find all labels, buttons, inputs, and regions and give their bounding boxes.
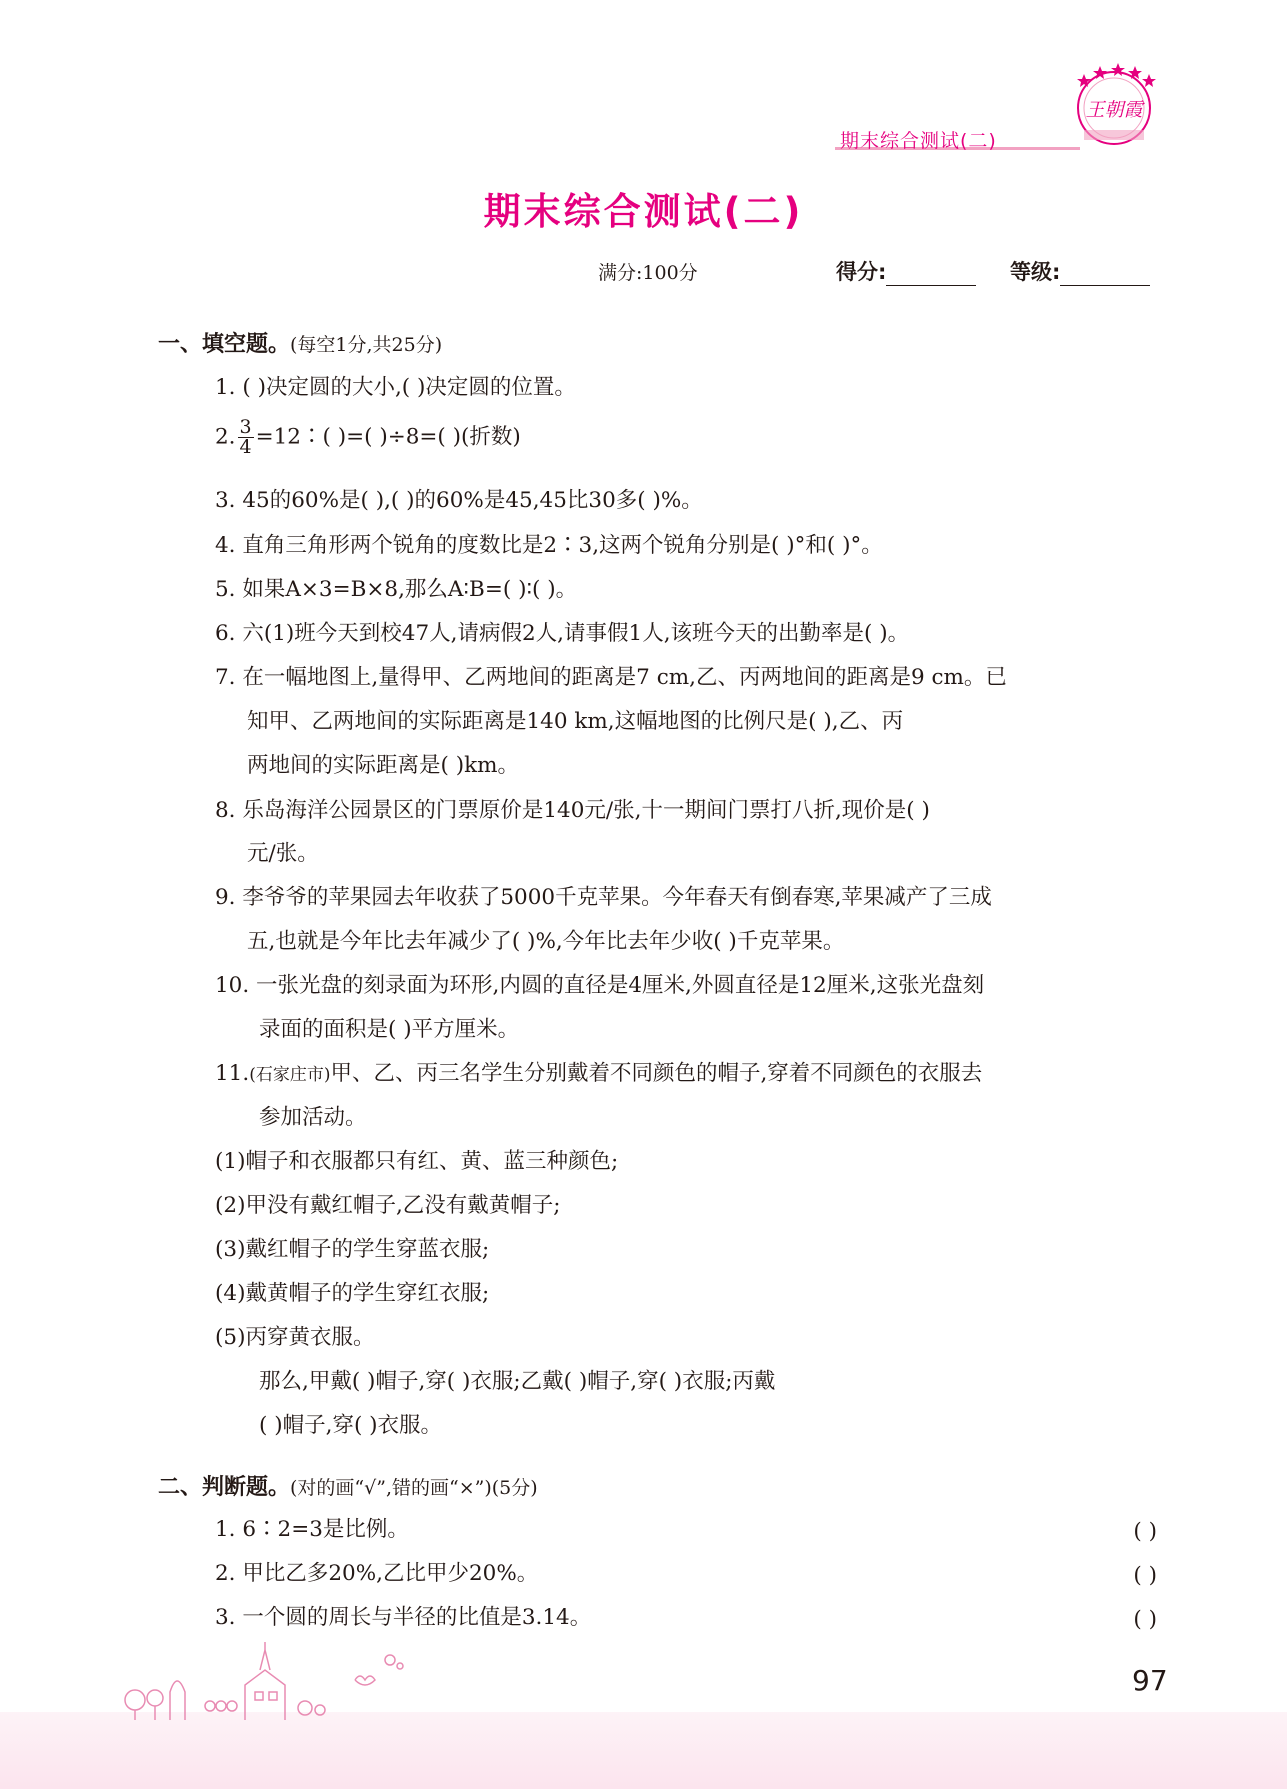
score-label: 得分: xyxy=(836,260,887,284)
condition-3: (3)戴红帽子的学生穿蓝衣服; xyxy=(215,1237,490,1262)
question-9-line2: 五,也就是今年比去年减少了( )%,今年比去年少收( )千克苹果。 xyxy=(247,929,845,954)
question-11-line1 xyxy=(215,1063,982,1085)
question-7-line3: 两地间的实际距离是( )km。 xyxy=(247,753,520,778)
question-11-source: (石家庄市) xyxy=(249,1065,331,1085)
section1-heading xyxy=(158,327,442,358)
question-4: 4. 直角三角形两个锐角的度数比是2∶3,这两个锐角分别是( )°和( )°。 xyxy=(215,533,883,558)
question-2 xyxy=(215,418,521,457)
judge-answer-bracket-1[interactable]: ( ) xyxy=(1133,1519,1157,1544)
question-2-number: 2. xyxy=(215,424,236,450)
question-11-answer-line2: ( )帽子,穿( )衣服。 xyxy=(259,1413,443,1438)
question-5: 5. 如果A×3=B×8,那么A∶B=( )∶( )。 xyxy=(215,577,578,602)
fraction-three-quarters xyxy=(238,418,254,457)
question-11-line2: 参加活动。 xyxy=(259,1105,367,1130)
running-title: 期末综合测试(二) xyxy=(840,130,997,152)
page-title: 期末综合测试(二) xyxy=(483,190,804,233)
question-10-line2: 录面的面积是( )平方厘米。 xyxy=(259,1017,520,1042)
fraction-denominator: 4 xyxy=(239,436,252,458)
judge-question-3: 3. 一个圆的周长与半径的比值是3.14。 xyxy=(215,1605,592,1630)
judge-question-1: 1. 6∶2=3是比例。 xyxy=(215,1517,409,1542)
condition-4: (4)戴黄帽子的学生穿红衣服; xyxy=(215,1281,490,1306)
judge-answer-bracket-2[interactable]: ( ) xyxy=(1133,1563,1157,1588)
question-1: 1. ( )决定圆的大小,( )决定圆的位置。 xyxy=(215,375,576,400)
svg-text:王朝霞: 王朝霞 xyxy=(1085,99,1143,121)
grade-label: 等级: xyxy=(1010,260,1061,284)
full-score: 满分:100分 xyxy=(598,262,698,284)
question-8-line2: 元/张。 xyxy=(247,841,319,866)
publisher-seal-logo xyxy=(1070,60,1158,148)
section1-note: (每空1分,共25分) xyxy=(290,334,443,356)
grade-blank[interactable] xyxy=(1060,263,1150,286)
score-blank[interactable] xyxy=(886,263,976,286)
judge-question-2: 2. 甲比乙多20%,乙比甲少20%。 xyxy=(215,1561,539,1586)
question-6: 6. 六(1)班今天到校47人,请病假2人,请事假1人,该班今天的出勤率是( )。 xyxy=(215,621,910,646)
section2-title: 二、判断题。 xyxy=(158,1475,291,1500)
castle-doodle-decoration xyxy=(115,1640,415,1720)
section2-heading xyxy=(158,1470,538,1501)
question-7-line1: 7. 在一幅地图上,量得甲、乙两地间的距离是7 cm,乙、丙两地间的距离是9 cm。已 xyxy=(215,665,1007,690)
section2-note: (对的画“√”,错的画“×”)(5分) xyxy=(290,1477,538,1499)
condition-2: (2)甲没有戴红帽子,乙没有戴黄帽子; xyxy=(215,1193,561,1218)
question-7-line2: 知甲、乙两地间的实际距离是140 km,这幅地图的比例尺是( ),乙、丙 xyxy=(247,709,904,734)
section1-title: 一、填空题。 xyxy=(158,332,291,357)
question-11-number: 11. xyxy=(215,1061,250,1086)
question-2-text: =12∶( )=( )÷8=( )(折数) xyxy=(255,424,521,450)
condition-5: (5)丙穿黄衣服。 xyxy=(215,1325,375,1350)
footer-band xyxy=(0,1712,1287,1789)
page-number: 97 xyxy=(1132,1664,1168,1697)
condition-1: (1)帽子和衣服都只有红、黄、蓝三种颜色; xyxy=(215,1149,619,1174)
question-10-line1: 10. 一张光盘的刻录面为环形,内圆的直径是4厘米,外圆直径是12厘米,这张光盘刻 xyxy=(215,973,985,998)
question-11-text: 甲、乙、丙三名学生分别戴着不同颜色的帽子,穿着不同颜色的衣服去 xyxy=(330,1061,983,1086)
fraction-numerator: 3 xyxy=(239,416,252,438)
judge-answer-bracket-3[interactable]: ( ) xyxy=(1133,1607,1157,1632)
score-field[interactable] xyxy=(836,256,976,286)
grade-field[interactable] xyxy=(1010,256,1150,286)
question-11-answer-line1: 那么,甲戴( )帽子,穿( )衣服;乙戴( )帽子,穿( )衣服;丙戴 xyxy=(259,1369,776,1394)
question-3: 3. 45的60%是( ),( )的60%是45,45比30多( )%。 xyxy=(215,488,703,513)
question-9-line1: 9. 李爷爷的苹果园去年收获了5000千克苹果。今年春天有倒春寒,苹果减产了三成 xyxy=(215,885,992,910)
question-8-line1: 8. 乐岛海洋公园景区的门票原价是140元/张,十一期间门票打八折,现价是( ) xyxy=(215,798,930,823)
